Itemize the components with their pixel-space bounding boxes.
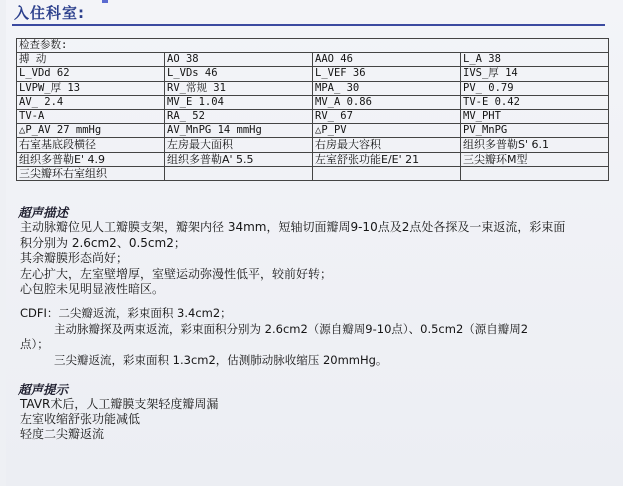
table-cell: L_VDs 46: [165, 67, 313, 81]
table-row: [17, 166, 609, 180]
table-row: [17, 109, 609, 123]
table-cell: LVPW_厚 13: [17, 81, 165, 95]
parameters-table: [16, 38, 609, 181]
table-cell: 三尖瓣环右室组织: [17, 166, 165, 180]
table-cell: 左室舒张功能E/E' 21: [313, 152, 461, 166]
table-row: [17, 138, 609, 152]
table-cell: AAO 46: [313, 53, 461, 67]
conclusion-line: 左室收缩舒张功能减低: [20, 412, 141, 426]
table-cell: 搏 动: [17, 53, 165, 67]
cdfi-text: [20, 306, 610, 368]
table-cell: 组织多普勒S' 6.1: [461, 138, 609, 152]
findings-title: 超声描述: [18, 205, 69, 220]
table-row: [17, 95, 609, 109]
table-cell: L_VEF 36: [313, 67, 461, 81]
table-cell: RA_ 52: [165, 109, 313, 123]
table-cell: IVS_厚 14: [461, 67, 609, 81]
conclusion-text: [20, 397, 218, 442]
header-divider: [12, 24, 605, 26]
table-cell: AV_MnPG 14 mmHg: [165, 124, 313, 138]
table-cell: AO 38: [165, 53, 313, 67]
table-row: [17, 67, 609, 81]
table-cell: TV-A: [17, 109, 165, 123]
table-cell: TV-E 0.42: [461, 95, 609, 109]
cdfi-line: 三尖瓣返流，彩束面积 1.3cm2，估测肺动脉收缩压 20mmHg。: [54, 352, 388, 367]
table-cell: PV_MnPG: [461, 124, 609, 138]
table-cell: 右房最大容积: [313, 138, 461, 152]
cdfi-line: 主动脉瓣探及两束返流，彩束面积分别为 2.6cm2（源自瓣周9-10点）、0.5cm2（源自瓣周2: [54, 321, 529, 336]
table-cell: PV_ 0.79: [461, 81, 609, 95]
table-cell: △P_PV: [313, 124, 461, 138]
table-cell: △P_AV 27 mmHg: [17, 124, 165, 138]
table-cell: MV_PHT: [461, 109, 609, 123]
cdfi-line: CDFI：二尖瓣返流，彩束面积 3.4cm2；: [20, 306, 232, 320]
parameters-heading: 检查参数:: [17, 39, 609, 53]
conclusion-title: 超声提示: [18, 382, 69, 397]
findings-line: 积分别为 2.6cm2、0.5cm2；: [20, 235, 186, 250]
table-cell: L_VDd 62: [17, 67, 165, 81]
findings-text: [20, 220, 610, 298]
table-cell: [313, 166, 461, 180]
table-cell: L_A 38: [461, 53, 609, 67]
table-cell: MV_A 0.86: [313, 95, 461, 109]
table-cell: MV_E 1.04: [165, 95, 313, 109]
table-row: [17, 124, 609, 138]
table-cell: 右室基底段横径: [17, 138, 165, 152]
table-cell: [461, 166, 609, 180]
table-cell: RV_常规 31: [165, 81, 313, 95]
conclusion-line: 轻度二尖瓣返流: [20, 427, 105, 441]
table-cell: 组织多普勒A' 5.5: [165, 152, 313, 166]
table-cell: AV_ 2.4: [17, 95, 165, 109]
table-row: [17, 81, 609, 95]
header-marker: [102, 0, 108, 3]
findings-line: 左心扩大，左室壁增厚，室壁运动弥漫性低平，较前好转；: [20, 266, 333, 281]
table-row: [17, 152, 609, 166]
cdfi-line: 点）；: [20, 337, 49, 351]
table-cell: RV_ 67: [313, 109, 461, 123]
table-row: [17, 53, 609, 67]
findings-line: 其余瓣膜形态尚好；: [20, 251, 129, 265]
report-page: [6, 0, 623, 486]
findings-line: 主动脉瓣位见人工瓣膜支架，瓣架内径 34mm，短轴切面瓣周9-10点及2点处各探及一束返流，彩束面: [20, 220, 566, 234]
table-cell: MPA_ 30: [313, 81, 461, 95]
table-cell: 三尖瓣环M型: [461, 152, 609, 166]
conclusion-line: TAVR术后，人工瓣膜支架轻度瓣周漏: [20, 397, 219, 411]
table-cell: 组织多普勒E' 4.9: [17, 152, 165, 166]
findings-line: 心包腔未见明显液性暗区。: [20, 282, 165, 296]
department-label: 入住科室:: [14, 4, 85, 22]
table-cell: [165, 166, 313, 180]
table-cell: 左房最大面积: [165, 138, 313, 152]
